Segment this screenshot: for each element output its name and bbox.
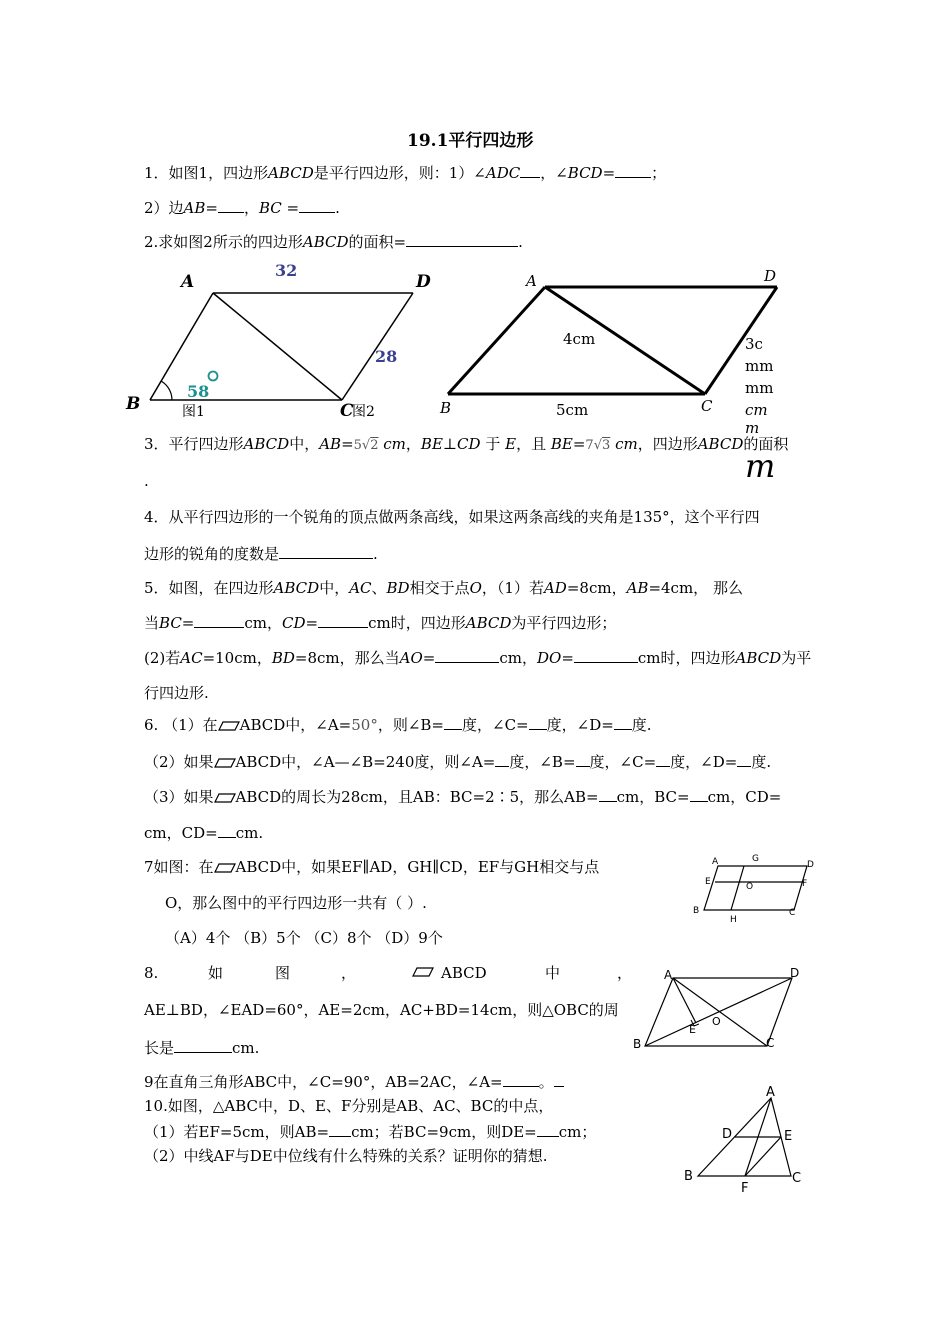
answer-blank[interactable] bbox=[444, 715, 462, 730]
q3-abcd: ABCD bbox=[697, 435, 744, 453]
q1-text: 1．如图1，四边形 bbox=[144, 164, 269, 182]
fig2-edge-ab bbox=[448, 287, 545, 394]
answer-blank[interactable] bbox=[174, 1038, 232, 1053]
q3-text: ， bbox=[405, 435, 421, 453]
q5-text: = bbox=[561, 649, 574, 667]
question-8-line-2: AE⊥BD，∠EAD=60°，AE=2cm，AC+BD=14cm，则△OBC的周 bbox=[144, 1001, 619, 1019]
question-6-line-4 bbox=[144, 823, 263, 842]
question-8-line-3 bbox=[144, 1038, 259, 1057]
parallelogram-icon bbox=[214, 793, 236, 803]
q7-label-h: H bbox=[730, 915, 737, 925]
fig2-side-text: mm bbox=[745, 379, 774, 397]
q10-text: cm；若BC=9cm，则DE= bbox=[351, 1123, 537, 1141]
q10-label-e: E bbox=[784, 1129, 793, 1144]
answer-blank[interactable] bbox=[503, 1072, 539, 1087]
q3-text: ，且 bbox=[516, 435, 547, 453]
figure-q10 bbox=[680, 1085, 810, 1197]
q6-text: cm，CD= bbox=[144, 824, 218, 842]
q7-label-b: B bbox=[693, 906, 700, 916]
q6-text: cm，BC= bbox=[616, 788, 690, 806]
fig2-side-text: m bbox=[745, 419, 760, 437]
figure-q8-drawing bbox=[630, 965, 810, 1055]
answer-blank[interactable] bbox=[529, 715, 547, 730]
q10-midline-ef bbox=[745, 1137, 781, 1176]
q5-bd: BD bbox=[386, 579, 410, 597]
fig1-angle-arc bbox=[161, 381, 172, 400]
q5-text: 当 bbox=[144, 614, 160, 632]
q3-text: ，四边形 bbox=[637, 435, 698, 453]
q1-text: ， bbox=[243, 199, 259, 217]
q1-text: ，∠ bbox=[540, 164, 568, 182]
parallelogram-icon bbox=[218, 721, 240, 731]
q7-label-o: O bbox=[746, 882, 754, 892]
fig2-label-a: A bbox=[526, 272, 537, 290]
q3-be: BE bbox=[550, 435, 573, 453]
fig1-label-b: B bbox=[126, 394, 141, 414]
q3-text: 于 bbox=[485, 435, 501, 453]
q5-text: 为平 bbox=[781, 649, 812, 667]
page-title: 19.1平行四边形 bbox=[407, 131, 534, 151]
fig2-label-c: C bbox=[701, 397, 713, 415]
question-4-line-1: 4．从平行四边形的一个锐角的顶点做两条高线，如果这两条高线的夹角是135°，这个平行四 bbox=[144, 508, 760, 526]
q5-ac: AC bbox=[349, 579, 372, 597]
q6-text: （3）如果 bbox=[144, 788, 214, 806]
q3-coef: 5 bbox=[353, 438, 362, 453]
question-6-line-1 bbox=[144, 715, 652, 734]
fig2-caption: 图2 bbox=[352, 404, 375, 420]
q5-text: cm时，四边形 bbox=[637, 649, 736, 667]
answer-blank[interactable] bbox=[520, 163, 540, 178]
answer-blank[interactable] bbox=[656, 752, 670, 767]
fig2-length-dc bbox=[745, 333, 773, 435]
answer-blank[interactable] bbox=[299, 198, 335, 213]
q10-label-c: C bbox=[792, 1171, 802, 1186]
q7-label-e: E bbox=[705, 877, 711, 887]
q6-text: ，则∠B= bbox=[377, 716, 444, 734]
q2-text: 的面积= bbox=[348, 233, 407, 251]
q5-text: cm， bbox=[499, 649, 537, 667]
question-5-line-4: 行四边形. bbox=[144, 684, 209, 702]
q3-text: = bbox=[341, 435, 354, 453]
q3-unit: cm bbox=[383, 435, 406, 453]
q6-text: ABCD中，∠A—∠B=240度，则∠A= bbox=[235, 753, 496, 771]
q1-bc: BC bbox=[259, 199, 282, 217]
q5-text: =4cm， 那么 bbox=[648, 579, 743, 597]
question-4-line-2 bbox=[144, 544, 378, 563]
q3-text: = bbox=[572, 435, 586, 453]
q10-text: cm； bbox=[558, 1123, 597, 1141]
fig1-diagonal-ac bbox=[213, 293, 342, 400]
fig1-label-d: D bbox=[416, 272, 431, 292]
question-3 bbox=[144, 435, 788, 455]
q5-text: 相交于点 bbox=[409, 579, 470, 597]
question-9 bbox=[144, 1072, 564, 1091]
fig2-length-bc: 5cm bbox=[556, 401, 589, 419]
q3-radicand: 2 bbox=[370, 438, 379, 453]
question-5-line-1 bbox=[144, 579, 743, 597]
q6-text: 度. bbox=[631, 716, 652, 734]
q7-line-gh bbox=[731, 866, 744, 910]
q3-text: 中， bbox=[289, 435, 320, 453]
fig2-label-b: B bbox=[440, 399, 452, 417]
q5-text: =8cm， bbox=[566, 579, 627, 597]
q3-cd: CD bbox=[457, 435, 481, 453]
answer-blank[interactable] bbox=[690, 787, 708, 802]
q3-text: ⊥ bbox=[442, 435, 458, 453]
parallelogram-icon bbox=[214, 863, 236, 873]
fig2-big-m: m bbox=[745, 447, 776, 485]
answer-blank[interactable] bbox=[406, 232, 518, 247]
q9-text: 9在直角三角形ABC中，∠C=90°，AB=2AC，∠A= bbox=[144, 1073, 503, 1091]
q6-text: 度，∠D= bbox=[670, 753, 738, 771]
answer-blank[interactable] bbox=[537, 1122, 559, 1137]
q8-text: 图 bbox=[275, 964, 291, 982]
q5-text: = bbox=[422, 649, 436, 667]
question-7-line-2: O，那么图中的平行四边形一共有（ ）. bbox=[165, 894, 427, 912]
answer-blank[interactable] bbox=[737, 752, 751, 767]
question-6-line-2 bbox=[144, 752, 771, 771]
question-2 bbox=[144, 232, 523, 251]
fig2-length-ac: 4cm bbox=[563, 330, 596, 348]
q6-text: cm. bbox=[235, 824, 264, 842]
q5-text: =10cm， bbox=[202, 649, 272, 667]
q5-abcd: ABCD bbox=[465, 614, 512, 632]
q3-e: E bbox=[505, 435, 517, 453]
q8-altitude-ae bbox=[673, 978, 696, 1023]
q3-coef: 7 bbox=[585, 438, 594, 453]
answer-blank[interactable] bbox=[329, 1122, 351, 1137]
q1-text: = bbox=[205, 199, 218, 217]
q1-adc: ADC bbox=[485, 164, 521, 182]
q3-be: BE bbox=[420, 435, 443, 453]
fig2-label-d: D bbox=[764, 267, 777, 285]
q7-label-g: G bbox=[752, 854, 759, 864]
q1-text: ； bbox=[651, 164, 667, 182]
fig2-side-text: 3c bbox=[745, 335, 763, 353]
parallelogram-icon bbox=[214, 758, 236, 768]
q5-text: ，（1）若 bbox=[481, 579, 544, 597]
q5-text: 5．如图，在四边形 bbox=[144, 579, 274, 597]
fig1-length-ad: 32 bbox=[275, 261, 298, 280]
fig2-side-text: cm bbox=[745, 401, 768, 419]
question-3-end: . bbox=[144, 472, 149, 490]
q1-text: = bbox=[602, 164, 616, 182]
q3-text: 的面积 bbox=[743, 435, 789, 453]
parallelogram-icon bbox=[412, 967, 434, 977]
q5-cd: CD bbox=[282, 614, 306, 632]
question-5-line-2 bbox=[144, 613, 616, 632]
q4-text: 边形的锐角的度数是 bbox=[144, 545, 280, 563]
figure-q8 bbox=[630, 965, 810, 1055]
q8-label-c: C bbox=[766, 1036, 775, 1050]
q6-text: 度，∠B= bbox=[509, 753, 576, 771]
q10-label-f: F bbox=[741, 1181, 749, 1196]
q5-o: O bbox=[469, 579, 482, 597]
q8-label-e: E bbox=[689, 1023, 696, 1036]
fig1-label-c: C bbox=[340, 401, 354, 421]
q5-ab: AB bbox=[626, 579, 649, 597]
fig1-caption: 图1 bbox=[182, 404, 205, 420]
fig1-length-dc: 28 bbox=[375, 347, 398, 366]
q8-text: 如 bbox=[208, 964, 224, 982]
q8-label-o: O bbox=[712, 1015, 721, 1028]
question-7-options: （A）4个 （B）5个 （C）8个 （D）9个 bbox=[165, 929, 443, 947]
answer-blank[interactable] bbox=[435, 648, 499, 663]
q6-text: 度，∠D= bbox=[546, 716, 614, 734]
answer-blank[interactable] bbox=[194, 613, 244, 628]
q1-abcd: ABCD bbox=[268, 164, 314, 182]
q3-abcd: ABCD bbox=[243, 435, 290, 453]
question-5-line-3 bbox=[144, 648, 811, 667]
answer-blank[interactable] bbox=[574, 648, 638, 663]
q5-text: =8cm，那么当 bbox=[294, 649, 400, 667]
q5-bc: BC bbox=[159, 614, 182, 632]
q6-text: 度，∠C= bbox=[462, 716, 529, 734]
answer-blank[interactable] bbox=[218, 823, 236, 838]
q7-label-c: C bbox=[789, 908, 796, 918]
fig1-degree-circle bbox=[209, 372, 218, 381]
q1-bcd: BCD bbox=[567, 164, 603, 182]
question-10-line-1: 10.如图，△ABC中，D、E、F分别是AB、AC、BC的中点， bbox=[144, 1097, 554, 1115]
q5-ad: AD bbox=[543, 579, 567, 597]
q3-unit: cm bbox=[615, 435, 638, 453]
q8-label-b: B bbox=[633, 1037, 642, 1051]
q3-root-7-3: 7√3 bbox=[585, 438, 611, 453]
figure-q7 bbox=[690, 852, 820, 927]
q7-label-a: A bbox=[712, 857, 719, 867]
answer-blank[interactable] bbox=[576, 752, 590, 767]
q2-text: . bbox=[518, 233, 523, 251]
q7-text: ABCD中，如果EF∥AD，GH∥CD，EF与GH相交与点 bbox=[235, 858, 600, 876]
question-1-line-1 bbox=[144, 163, 666, 182]
fig1-label-a: A bbox=[181, 272, 195, 292]
q7-parallelogram bbox=[704, 866, 807, 910]
q5-text: (2)若 bbox=[144, 649, 181, 667]
q6-text: cm，CD= bbox=[707, 788, 782, 806]
question-10-line-3: （2）中线AF与DE中位线有什么特殊的关系？证明你的猜想. bbox=[144, 1147, 548, 1165]
q8-text: ， bbox=[617, 964, 633, 982]
q5-text: 、 bbox=[371, 579, 387, 597]
answer-blank[interactable] bbox=[615, 163, 651, 178]
question-1-line-2 bbox=[144, 198, 340, 217]
q8-text: ， bbox=[341, 964, 357, 982]
q5-text: cm， bbox=[244, 614, 282, 632]
q5-text: 为平行四边形； bbox=[511, 614, 617, 632]
q8-text: ABCD bbox=[441, 964, 487, 982]
q5-bd: BD bbox=[271, 649, 295, 667]
q5-abcd: ABCD bbox=[735, 649, 782, 667]
answer-blank[interactable] bbox=[218, 198, 244, 213]
q5-ao: AO bbox=[399, 649, 423, 667]
q2-abcd: ABCD bbox=[302, 233, 349, 251]
q6-angle-value: 50° bbox=[351, 716, 378, 734]
answer-blank[interactable] bbox=[554, 1072, 564, 1087]
fig1-angle-value: 58 bbox=[187, 382, 210, 401]
q10-text: （1）若EF=5cm，则AB= bbox=[144, 1123, 330, 1141]
q5-text: = bbox=[305, 614, 319, 632]
q3-text: 3．平行四边形 bbox=[144, 435, 244, 453]
figure-1-drawing bbox=[120, 258, 440, 423]
q9-text: 。 bbox=[538, 1073, 554, 1091]
q6-text: ABCD中，∠A= bbox=[239, 716, 352, 734]
q5-text: = bbox=[181, 614, 195, 632]
q5-ac: AC bbox=[180, 649, 203, 667]
q8-text: 长是 bbox=[144, 1039, 175, 1057]
q1-text: = bbox=[281, 199, 300, 217]
q8-label-d: D bbox=[790, 966, 800, 980]
answer-blank[interactable] bbox=[318, 613, 368, 628]
answer-blank[interactable] bbox=[279, 544, 373, 559]
q1-ab: AB bbox=[183, 199, 206, 217]
q6-text: 6. （1）在 bbox=[144, 716, 218, 734]
q8-text: 8. bbox=[144, 964, 159, 982]
q6-text: 度. bbox=[751, 753, 772, 771]
q6-text: 度，∠C= bbox=[589, 753, 657, 771]
q5-text: 中， bbox=[319, 579, 350, 597]
q6-text: ABCD的周长为28cm，且AB：BC=2∶5，那么AB= bbox=[235, 788, 599, 806]
q8-label-a: A bbox=[664, 968, 673, 982]
q3-ab: AB bbox=[319, 435, 342, 453]
q1-text: . bbox=[335, 199, 340, 217]
q1-text: 是平行四边形，则：1）∠ bbox=[313, 164, 486, 182]
answer-blank[interactable] bbox=[599, 787, 617, 802]
answer-blank[interactable] bbox=[614, 715, 632, 730]
q5-do: DO bbox=[537, 649, 562, 667]
q3-root-5-2: 5√2 bbox=[353, 438, 379, 453]
question-10-line-2 bbox=[144, 1122, 596, 1141]
q8-diagonal-ac bbox=[673, 978, 767, 1046]
fig2-side-text: mm bbox=[745, 357, 774, 375]
q10-label-d: D bbox=[722, 1127, 733, 1142]
answer-blank[interactable] bbox=[495, 752, 509, 767]
q10-label-b: B bbox=[684, 1169, 693, 1184]
figure-1 bbox=[120, 258, 440, 423]
q1-text: 2）边 bbox=[144, 199, 184, 217]
q7-text: 7如图：在 bbox=[144, 858, 214, 876]
q7-label-f: F bbox=[802, 879, 808, 889]
q10-label-a: A bbox=[766, 1085, 775, 1100]
q7-label-d: D bbox=[807, 860, 814, 870]
q5-abcd: ABCD bbox=[273, 579, 320, 597]
q4-text: . bbox=[373, 545, 378, 563]
q8-text: cm. bbox=[232, 1039, 260, 1057]
q6-text: （2）如果 bbox=[144, 753, 214, 771]
question-7-line-1 bbox=[144, 858, 599, 876]
q8-text: 中 bbox=[545, 964, 561, 982]
q3-radicand: 3 bbox=[602, 438, 611, 453]
question-6-line-3 bbox=[144, 787, 781, 806]
q2-text: 2.求如图2所示的四边形 bbox=[144, 233, 303, 251]
q5-text: cm时，四边形 bbox=[368, 614, 466, 632]
